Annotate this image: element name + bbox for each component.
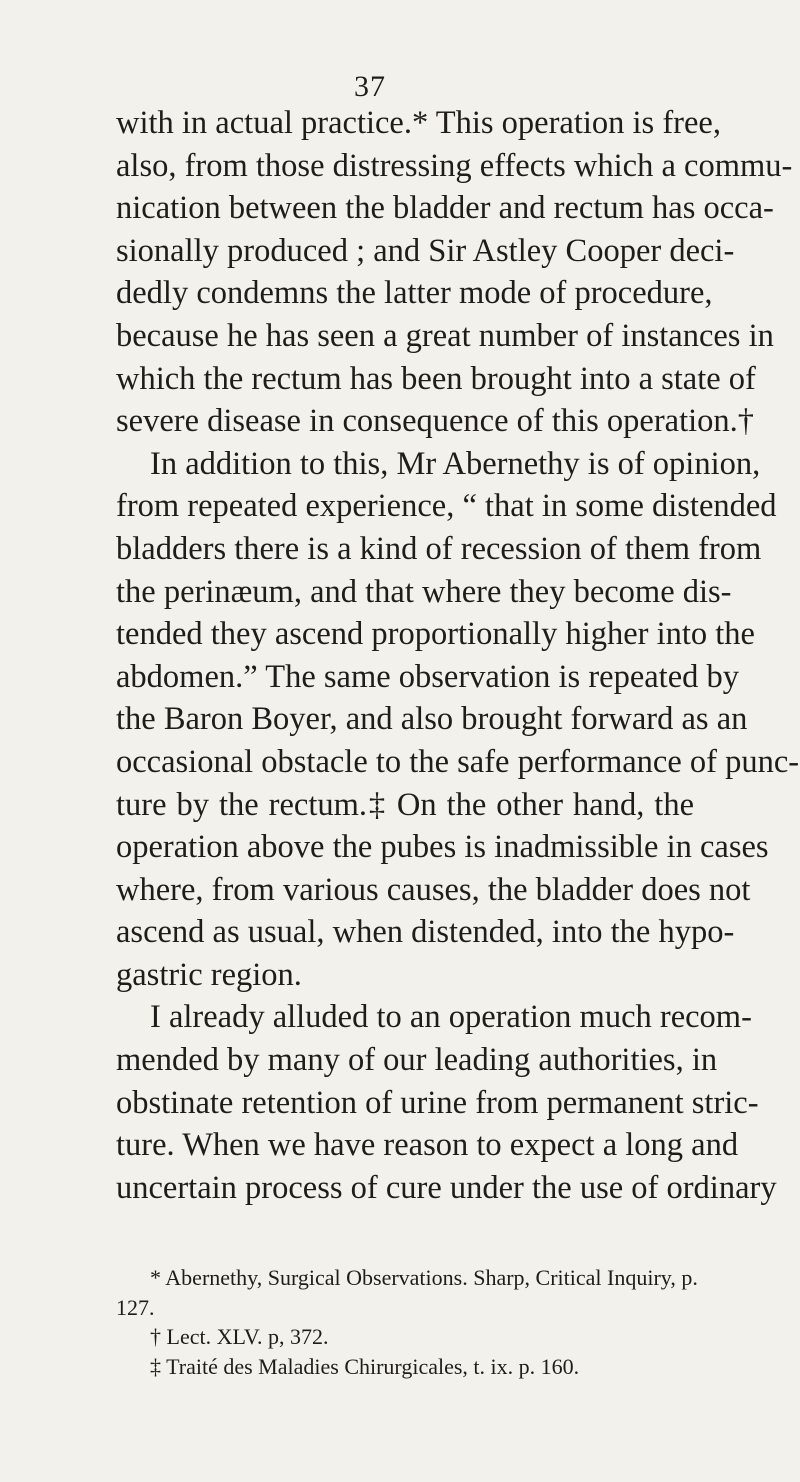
text-line: occasional obstacle to the safe performance of punc-: [116, 743, 800, 780]
text-line: the perinæum, and that where they become dis-: [116, 573, 732, 610]
text-line: with in actual practice.* This operation is free,: [116, 105, 721, 141]
text-line: ture. When we have reason to expect a long and: [116, 1127, 739, 1164]
footnote-line: ‡ Traité des Maladies Chirurgicales, t. ix. p. 160.: [150, 1353, 580, 1379]
text-line: also, from those distressing effects which a commu-: [116, 147, 793, 184]
text-line: bladders there is a kind of recession of them from: [116, 530, 762, 567]
footnote-line: * Abernethy, Surgical Observations. Sharp, Critical Inquiry, p.: [150, 1265, 698, 1290]
text-line: ascend as usual, when distended, into the hypo-: [116, 914, 735, 951]
text-line: dedly condemns the latter mode of procedure,: [116, 275, 713, 312]
text-line: severe disease in consequence of this operation.†: [116, 403, 755, 440]
text-line: operation above the pubes is inadmissible in cases: [116, 829, 769, 866]
text-line: I already alluded to an operation much recom-: [150, 999, 752, 1036]
text-line: obstinate retention of urine from permanent stric-: [116, 1084, 759, 1121]
text-line: which the rectum has been brought into a state of: [116, 360, 756, 397]
footnote-line: 127.: [116, 1294, 155, 1320]
text-line: the Baron Boyer, and also brought forward as an: [116, 701, 748, 738]
text-line: where, from various causes, the bladder does not: [116, 871, 751, 908]
page-number: 37: [354, 70, 386, 103]
text-line: nication between the bladder and rectum has occa-: [116, 190, 774, 227]
text-line: ture by the rectum.‡ On the other hand, the: [116, 786, 694, 823]
text-line: mended by many of our leading authorities, in: [116, 1042, 718, 1079]
text-line: tended they ascend proportionally higher into the: [116, 616, 755, 653]
text-line: from repeated experience, “ that in some distended: [116, 488, 777, 525]
text-line: sionally produced ; and Sir Astley Cooper deci-: [116, 232, 735, 269]
text-line: gastric region.: [116, 956, 302, 993]
footnote-line: † Lect. XLV. p, 372.: [150, 1324, 329, 1349]
text-line: because he has seen a great number of instances in: [116, 317, 774, 354]
text-line: In addition to this, Mr Abernethy is of opinion,: [150, 445, 761, 482]
footnotes: [116, 1263, 698, 1381]
body-text: [116, 102, 800, 1209]
text-line: uncertain process of cure under the use of ordinary: [116, 1169, 777, 1206]
text-line: abdomen.” The same observation is repeated by: [116, 658, 740, 695]
